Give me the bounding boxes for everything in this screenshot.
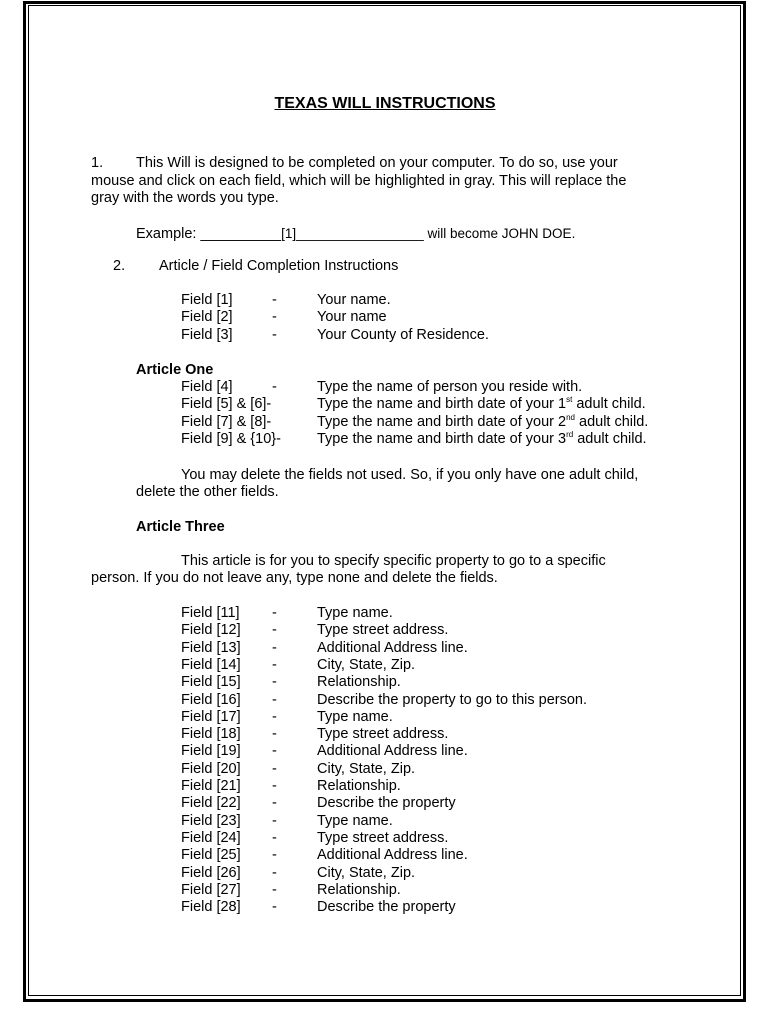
article-one-note-line2: delete the other fields. xyxy=(136,484,279,500)
field-label: Field [16] xyxy=(181,691,241,708)
article-one-note-line1: You may delete the fields not used. So, if you only have one adult child, xyxy=(181,467,639,483)
field-dash: - xyxy=(272,691,277,708)
article-three-para-line1: This article is for you to specify specific property to go to a specific xyxy=(181,553,606,569)
field-dash: - xyxy=(272,708,277,725)
section1-number: 1. xyxy=(91,155,104,171)
field-instruction: Type street address. xyxy=(317,622,449,639)
instruction-text: Type the name and birth date of your 3 xyxy=(317,430,567,447)
field-instruction xyxy=(317,414,648,431)
field-dash: - xyxy=(272,795,277,812)
field-instruction: Describe the property xyxy=(317,795,456,812)
field-instruction: Type street address. xyxy=(317,829,449,846)
field-instruction: City, State, Zip. xyxy=(317,760,416,777)
field-label: Field [15] xyxy=(181,674,241,691)
field-dash: - xyxy=(272,656,277,673)
ordinal-suffix: nd xyxy=(566,412,575,422)
field-label: Field [2] xyxy=(181,309,233,326)
field-label: Field [9] & {10}- xyxy=(181,430,281,447)
field-instruction: Type street address. xyxy=(317,726,449,743)
example-label: Example: __________ xyxy=(136,226,282,242)
field-label: Field [17] xyxy=(181,708,241,725)
field-dash: - xyxy=(272,760,277,777)
field-instruction: Describe the property to go to this person. xyxy=(317,691,588,708)
field-instruction: Additional Address line. xyxy=(317,743,468,760)
field-label: Field [26] xyxy=(181,864,241,881)
field-label: Field [27] xyxy=(181,881,241,898)
field-instruction: Relationship. xyxy=(317,674,401,691)
article-one-heading: Article One xyxy=(136,362,214,378)
field-dash: - xyxy=(272,605,277,621)
section1-line3: gray with the words you type. xyxy=(91,190,279,206)
example-result: will become JOHN DOE. xyxy=(423,226,576,241)
example-line xyxy=(136,225,575,243)
field-label: Field [23] xyxy=(181,812,241,829)
instruction-text-end: adult child. xyxy=(573,430,647,447)
field-label: Field [22] xyxy=(181,795,241,812)
field-label: Field [24] xyxy=(181,829,241,846)
document-title: TEXAS WILL INSTRUCTIONS xyxy=(274,95,496,112)
instruction-text: Type the name and birth date of your 1 xyxy=(317,396,567,413)
field-instruction: Type the name of person you reside with. xyxy=(317,379,583,395)
instruction-text-end: adult child. xyxy=(572,396,646,413)
field-label: Field [3] xyxy=(181,326,233,343)
field-dash: - xyxy=(272,829,277,846)
field-dash: - xyxy=(272,639,277,656)
field-dash: - xyxy=(272,622,277,639)
instruction-text-end: adult child. xyxy=(574,413,649,430)
field-instruction: City, State, Zip. xyxy=(317,864,416,881)
field-instruction: Additional Address line. xyxy=(317,639,468,656)
field-instruction: Type name. xyxy=(317,708,393,725)
field-dash: - xyxy=(272,674,277,691)
field-label: Field [18] xyxy=(181,726,241,743)
section2-heading: Article / Field Completion Instructions xyxy=(159,258,399,274)
field-instruction: Relationship. xyxy=(317,778,401,794)
field-dash: - xyxy=(272,379,277,395)
field-instruction: Your name xyxy=(317,309,387,326)
field-dash: - xyxy=(272,292,277,308)
field-label: Field [7] & [8]- xyxy=(181,413,272,430)
field-label: Field [20] xyxy=(181,760,241,777)
field-label: Field [5] & [6]- xyxy=(181,396,272,413)
section2-number: 2. xyxy=(113,258,126,274)
field-instruction: Type name. xyxy=(317,812,393,829)
field-dash: - xyxy=(272,899,277,916)
field-label: Field [19] xyxy=(181,743,241,760)
example-field: [1]_________________ xyxy=(281,226,424,241)
field-instruction: Describe the property xyxy=(317,899,456,916)
field-instruction: Additional Address line. xyxy=(317,847,468,864)
field-dash: - xyxy=(272,812,277,829)
section1-line2: mouse and click on each field, which will be highlighted in gray. This will replace the xyxy=(91,173,627,189)
article-three-para-line2: person. If you do not leave any, type none and delete the fields. xyxy=(91,570,498,586)
field-dash: - xyxy=(272,864,277,881)
field-instruction xyxy=(317,431,647,448)
field-instruction: Your name. xyxy=(317,292,391,308)
field-label: Field [1] xyxy=(181,292,233,308)
field-instruction: Relationship. xyxy=(317,881,401,898)
field-dash: - xyxy=(272,726,277,743)
field-dash: - xyxy=(272,881,277,898)
field-instruction: Type name. xyxy=(317,605,393,621)
article-three-heading: Article Three xyxy=(136,519,225,535)
field-label: Field [13] xyxy=(181,639,241,656)
field-label: Field [14] xyxy=(181,656,241,673)
field-label: Field [4] xyxy=(181,379,233,395)
field-label: Field [11] xyxy=(181,605,240,621)
field-label: Field [28] xyxy=(181,899,241,916)
field-label: Field [12] xyxy=(181,622,241,639)
ordinal-suffix: st xyxy=(566,395,573,405)
field-label: Field [21] xyxy=(181,778,241,794)
ordinal-suffix: rd xyxy=(566,430,574,440)
field-dash: - xyxy=(272,326,277,343)
field-instruction xyxy=(317,396,646,413)
field-label: Field [25] xyxy=(181,847,241,864)
field-dash: - xyxy=(272,309,277,326)
instruction-text: Type the name and birth date of your 2 xyxy=(317,413,567,430)
section1-line1: This Will is designed to be completed on your computer. To do so, use your xyxy=(136,155,618,171)
field-dash: - xyxy=(272,847,277,864)
field-dash: - xyxy=(272,778,277,794)
field-instruction: Your County of Residence. xyxy=(317,326,489,343)
field-dash: - xyxy=(272,743,277,760)
field-instruction: City, State, Zip. xyxy=(317,656,416,673)
